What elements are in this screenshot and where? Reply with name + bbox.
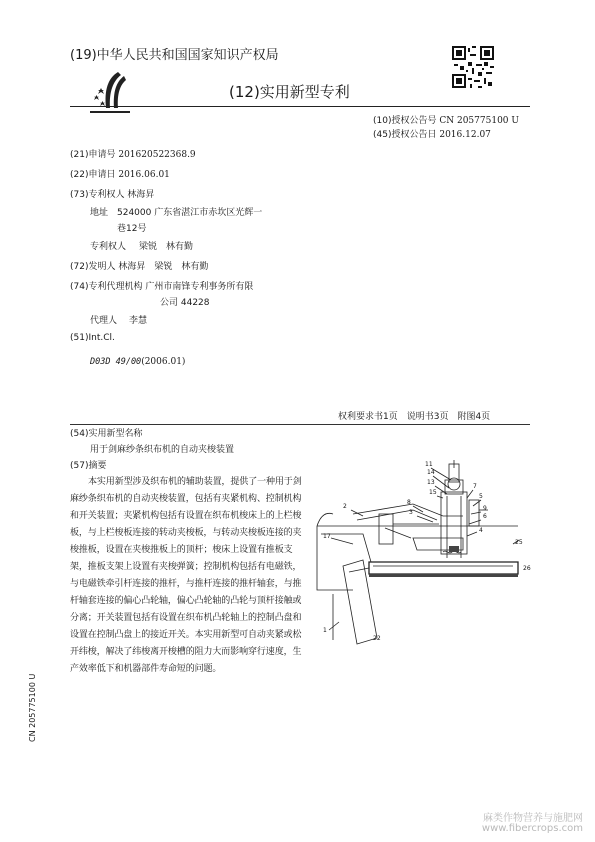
patentee: 林海昇: [127, 190, 155, 200]
figure-label: 22: [373, 635, 381, 642]
section-rule: [70, 424, 530, 425]
qr-code: [452, 46, 494, 88]
abstract-label: (57)摘要: [70, 461, 107, 471]
publication-date-label: (45)授权公告日: [373, 130, 437, 140]
figure-label: 2: [343, 503, 347, 510]
address-line-1: 524000 广东省湛江市赤坎区光辉一: [117, 208, 263, 218]
figure-label: 7: [473, 483, 477, 490]
utility-model-title: 用于剑麻纱条织布机的自动夹梭装置: [90, 445, 235, 455]
application-number-row: [70, 147, 196, 160]
page-counts: 权利要求书1页 说明书3页 附图4页: [338, 412, 491, 422]
figure-label: 4: [479, 527, 483, 534]
figure-label: 14: [427, 469, 435, 476]
publication-number-label: (10)授权公告号: [373, 116, 437, 126]
publication-date-row: [373, 127, 491, 140]
figure-label: 6: [483, 513, 487, 520]
inventor: 林海昇 梁锐 林有勤: [118, 262, 209, 272]
office-name: (19)中华人民共和国国家知识产权局: [70, 48, 279, 63]
ipc-row: [90, 349, 185, 368]
inventor-row: [70, 259, 208, 272]
publication-number-row: [373, 113, 519, 126]
abstract-text: 本实用新型涉及织布机的辅助装置，提供了一种用于剑麻纱条织布机的自动夹梭装置，包括有夹紧机构、控制机构和开关装置；夹紧机构包括有设置在织布机梭床上的上栏梭板，与上栏梭板连接的转动夹梭板，与转动夹梭板连接的夹梭推板，设置在夹梭推板上的顶杆；梭床上设置有推板支架，推板支架上设置有夹梭弹簧；控制机构包括有电磁铁，与电磁铁牵引杆连接的推杆，与推杆连接的推杆轴套，与推杆轴套连接的偏心凸轮轴，偏心凸轮轴的凸轮与顶杆接触或分离；开关装置包括有设置在织布机凸轮轴上的控制凸盘和设置在控制凸盘上的接近开关。本实用新型可自动夹紧或松开纬梭，解决了纬梭离开梭槽的阻力大而影响穿行速度，生产效率低下和机器部件寿命短的问题。: [70, 477, 302, 674]
abstract-figure: [313, 454, 533, 649]
figure-label: 3: [409, 509, 413, 516]
agency-line-1: 广州市南锋专利事务所有限: [145, 282, 254, 292]
figure-label: 15: [429, 489, 437, 496]
co-patentee-label: 专利权人: [90, 242, 127, 252]
ipc-date: (2006.01): [141, 357, 186, 367]
figure-label: 5: [479, 493, 483, 500]
emblem-logo: [88, 68, 134, 118]
filing-date: 2016.06.01: [118, 170, 170, 180]
figure-label: 1: [323, 627, 327, 634]
filing-date-label: (22)申请日: [70, 170, 116, 180]
co-patentee: 梁锐 林有勤: [139, 242, 194, 252]
figure-label: 25: [515, 539, 523, 546]
agency-label: (74)专利代理机构: [70, 282, 143, 292]
agency-line-2: 公司 44228: [160, 298, 210, 308]
ipc-code: D03D 49/00: [90, 357, 142, 367]
figure-label: 26: [523, 565, 531, 572]
header-rule: [70, 106, 530, 107]
figure-label: 11: [425, 461, 433, 468]
ipc-label: (51)Int.Cl.: [70, 333, 115, 343]
figure-label: 13: [427, 479, 435, 486]
filing-date-row: [70, 167, 170, 180]
figure-label: 9: [483, 505, 487, 512]
address-label: 地址: [90, 208, 109, 218]
address-line-2: 巷12号: [117, 224, 147, 234]
application-number-label: (21)申请号: [70, 150, 116, 160]
agent-label: 代理人: [90, 316, 118, 326]
sidebar-publication-number: CN 205775100 U: [28, 673, 37, 742]
title-label: (54)实用新型名称: [70, 429, 143, 439]
document-type: (12)实用新型专利: [229, 83, 350, 101]
application-number: 201620522368.9: [118, 150, 196, 160]
publication-number: CN 205775100 U: [439, 116, 519, 126]
agency-row: [70, 279, 253, 292]
watermark-url: www.fibercrops.com: [481, 823, 583, 834]
patentee-row: [70, 187, 154, 200]
figure-label: 17: [323, 533, 331, 540]
figure-label: 8: [407, 499, 411, 506]
patentee-label: (73)专利权人: [70, 190, 125, 200]
watermark-title: 麻类作物营养与施肥网: [483, 813, 583, 824]
inventor-label: (72)发明人: [70, 262, 116, 272]
publication-date: 2016.12.07: [439, 130, 491, 140]
agent: 李慧: [129, 316, 148, 326]
